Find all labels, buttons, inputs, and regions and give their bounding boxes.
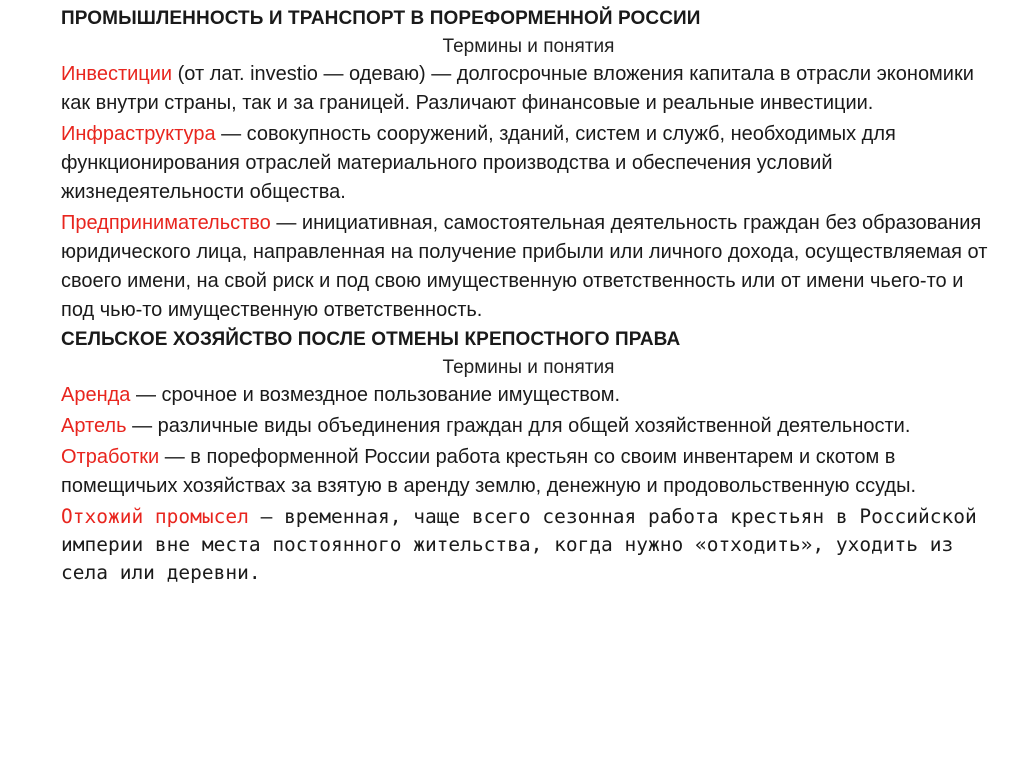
term-labor-rent-definition: — в пореформенной России работа крестьян со своим инвентарем и скотом в помещичьих хозяйствах за взятую в аренду землю, денежную и продовольственную ссуды.	[61, 446, 917, 497]
term-artel	[61, 412, 996, 441]
term-investments	[61, 60, 996, 118]
term-entrepreneurship-word: Предпринимательство	[61, 212, 271, 234]
section-2-title: СЕЛЬСКОЕ ХОЗЯЙСТВО ПОСЛЕ ОТМЕНЫ КРЕПОСТНОГО ПРАВА	[61, 329, 681, 350]
term-infrastructure	[61, 120, 996, 207]
term-lease-definition: — срочное и возмездное пользование имуществом.	[130, 384, 621, 406]
section-2-subtitle: Термины и понятия	[442, 357, 615, 378]
term-seasonal-work-definition: — временная, чаще всего сезонная работа крестьян в Российской империи вне места постоянного жительства, когда нужно «отходить», уходить из села или деревни.	[61, 505, 977, 584]
term-lease	[61, 381, 996, 410]
term-entrepreneurship	[61, 209, 996, 325]
term-investments-word: Инвестиции	[61, 63, 173, 85]
term-artel-word: Артель	[61, 415, 127, 437]
slide-content	[61, 6, 996, 589]
term-labor-rent-word: Отработки	[61, 446, 160, 468]
term-infrastructure-word: Инфраструктура	[61, 123, 216, 145]
section-1-title: ПРОМЫШЛЕННОСТЬ И ТРАНСПОРТ В ПОРЕФОРМЕННОЙ РОССИИ	[61, 8, 701, 29]
term-investments-definition: (от лат. investio — одеваю) — долгосрочные вложения капитала в отрасли экономики как внутри страны, так и за границей. Различают финансовые и реальные инвестиции.	[61, 63, 974, 114]
term-entrepreneurship-definition: — инициативная, самостоятельная деятельность граждан без образования юридического лица, направленная на получение прибыли или личного дохода, осуществляемая от своего имени, на свой риск и под свою имущественную ответственность или от имени чьего-то и под чью-то имущественную ответственность.	[61, 212, 988, 321]
term-lease-word: Аренда	[61, 384, 131, 406]
term-seasonal-work-word: Отхожий промысел	[61, 505, 249, 528]
term-labor-rent	[61, 443, 996, 501]
section-1-subtitle: Термины и понятия	[442, 36, 615, 57]
term-seasonal-work	[61, 503, 996, 587]
term-artel-definition: — различные виды объединения граждан для общей хозяйственной деятельности.	[126, 415, 911, 437]
term-infrastructure-definition: — совокупность сооружений, зданий, систем и служб, необходимых для функционирования отраслей материального производства и обеспечения условий жизнедеятельности общества.	[61, 123, 896, 203]
